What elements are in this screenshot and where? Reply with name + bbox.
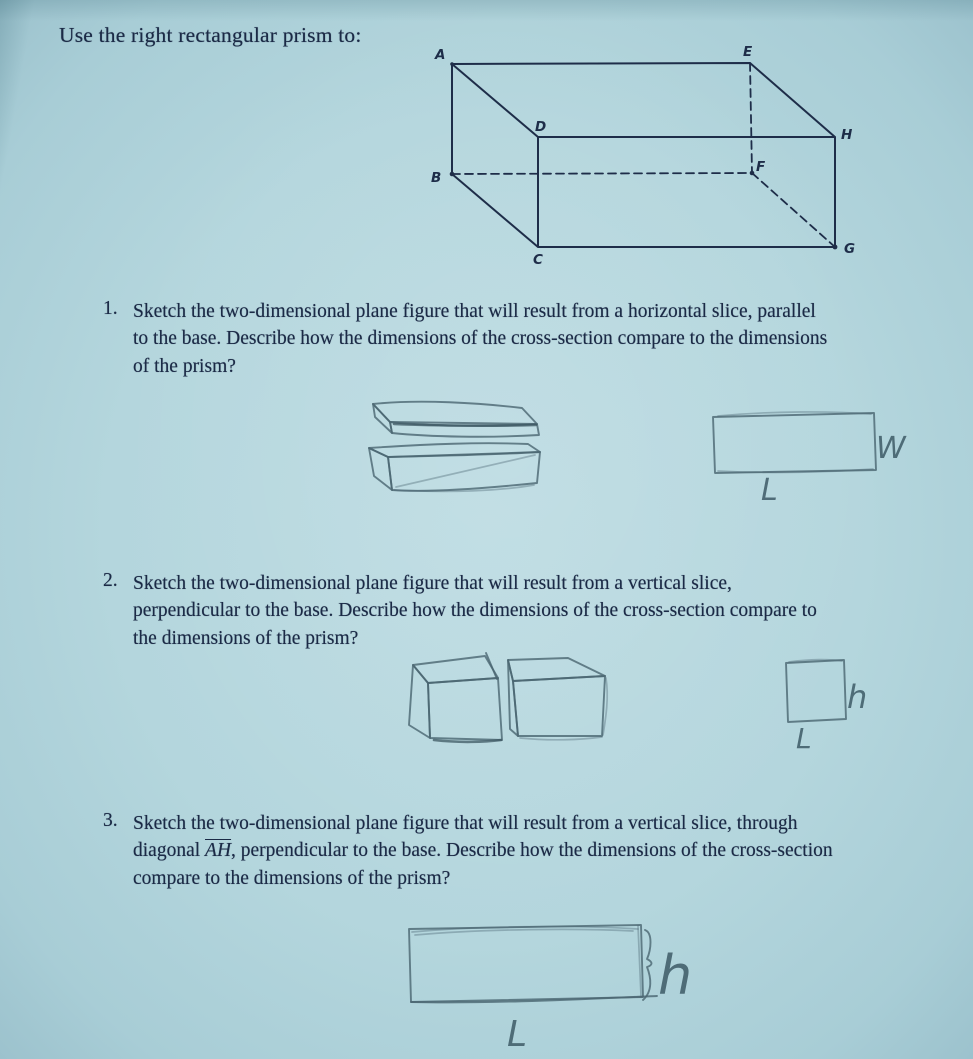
right-box-bottom-restroke [520,737,602,740]
left-box-front-face [428,678,502,740]
height-label: h [847,678,868,716]
question-1 [103,298,827,380]
prism-hidden-edges [452,63,835,247]
right-box-front-face [513,676,605,736]
vertex-label-g: G [844,241,856,257]
question-2-line-1: Sketch the two-dimensional plane figure that will result from a vertical slice, [133,573,732,594]
square-outline [786,660,846,722]
question-1-number: 1. [103,298,118,319]
vertex-label-d: D [535,119,547,135]
question-3-line-3: compare to the dimensions of the prism? [133,867,451,889]
question-3-number: 3. [103,810,118,831]
left-box-side-face [409,665,430,738]
question-1-text [133,298,827,380]
bottom-slab-end-face [369,448,392,490]
length-label: L [796,722,812,755]
vertex-dot-a [450,62,454,66]
vertex-label-a: A [435,47,446,63]
vertex-dot-g [833,245,838,250]
question-2-line-2: perpendicular to the base. Describe how the dimensions of the cross-section compare to [133,600,817,622]
prism-vertex-labels [431,44,855,268]
question-2-line-3: the dimensions of the prism? [133,627,359,649]
question-3-line-2-after: , perpendicular to the base. Describe how the dimensions of the cross-section [231,840,833,862]
question-3 [103,810,833,892]
question-2-number: 2. [103,570,118,591]
wide-rectangle-outline [409,925,643,1002]
vertex-dot-f [750,171,755,176]
rectangle-top-restroke-2 [415,929,633,935]
vertex-label-e: E [743,44,753,60]
question-1-line-1: Sketch the two-dimensional plane figure that will result from a horizontal slice, parallel [133,301,816,322]
question-2-text [133,570,817,652]
prism-diagram [425,40,865,270]
height-label: h [658,944,693,1007]
vertex-label-f: F [756,159,766,175]
segment-ah-overline: $\overline{AH}$ [205,840,232,862]
width-label: W [876,431,906,466]
top-slab-end-face [373,404,392,433]
question-1-line-3: of the prism? [133,355,236,377]
length-label: L [761,473,778,508]
diagonal-cross-section-drawing [409,925,692,1055]
length-label: L [507,1014,528,1055]
page-title: Use the right rectangular prism to: [59,23,362,47]
vertex-label-h: H [841,127,853,143]
question-2 [103,570,817,652]
question-2-sketch [390,645,870,760]
sliced-slabs-drawing [369,402,540,492]
cross-section-square-drawing [786,660,867,755]
question-1-sketch [350,390,910,510]
question-3-text [133,810,833,892]
question-3-sketch [395,915,705,1055]
height-brace [643,930,652,1000]
sliced-boxes-drawing [409,653,607,742]
top-slab-heavy-edge [394,424,536,426]
cross-section-rectangle-drawing [713,412,907,508]
question-3-line-1: Sketch the two-dimensional plane figure that will result from a vertical slice, through [133,813,798,834]
prism-solid-edges [452,63,835,247]
left-box-heavy-bottom [434,740,501,742]
question-3-line-2-before: diagonal [133,840,206,862]
left-box-cut-mark [486,653,497,679]
question-3-line-2 [133,837,833,864]
vertex-label-b: B [431,170,442,186]
rectangle-outline [713,413,876,473]
question-1-line-2: to the base. Describe how the dimensions of the cross-section compare to the dimensions [133,328,828,350]
vertex-label-c: C [533,252,543,268]
bottom-slab-shading-line [396,455,535,487]
vertex-dot-b [450,172,455,177]
